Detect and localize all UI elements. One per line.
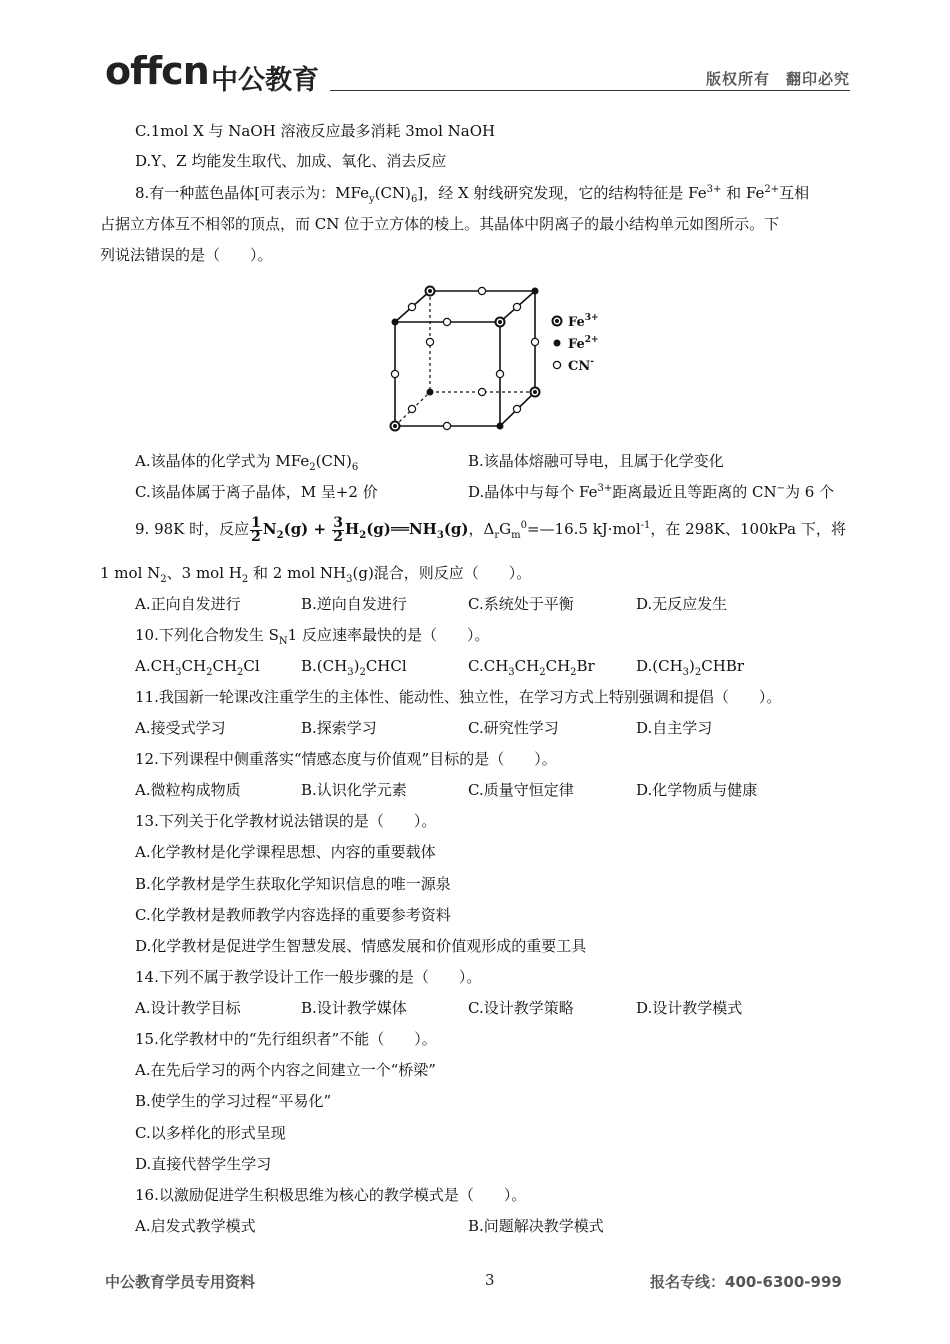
fe3-center [393,424,397,428]
q13-option-d: D.化学教材是促进学生智慧发展、情感发展和价值观形成的重要工具 [135,937,587,955]
q11-option-a: A.接受式学习 [135,719,226,737]
q11-option-d: D.自主学习 [636,719,713,737]
q15-option-d: D.直接代替学生学习 [135,1155,272,1173]
cn-ion [513,405,520,412]
header-rule [330,90,850,91]
cn-ion [391,370,398,377]
logo-cn: 中公教育 [211,65,319,96]
q8-option-d: D.晶体中与每个 $Fe^{3+}$距离最近且等距离的 CN−为 6 个 [468,483,835,501]
q12-option-c: C.质量守恒定律 [468,781,574,799]
fraction-one-half: $\frac{1}{2}$ [251,514,261,545]
q10-option-d: $D.(CH_3)_2CHBr$ [636,657,745,678]
crystal-structure-figure [385,280,615,435]
q10-stem: 10.下列化合物发生 $S_N1$ 反应速率最快的是（ ）。 [135,626,490,647]
q14-option-b: B.设计教学媒体 [301,999,407,1017]
fe2-ion [497,423,504,430]
svg-text:Fe3+: $Fe^{3+}$ [568,313,599,330]
q13-option-b: B.化学教材是学生获取化学知识信息的唯一源泉 [135,875,451,893]
q10-option-b: $B.(CH_3)_2CHCl$ [301,657,407,678]
q16-option-b: B.问题解决教学模式 [468,1217,604,1235]
fe3-center [533,390,537,394]
fe3-center [498,320,502,324]
cn-ion [443,318,450,325]
cn-ion [513,303,520,310]
cn-ion [408,405,415,412]
q10-option-a: $A.CH_3CH_2CH_2Cl$ [135,657,260,678]
q9-option-b: B.逆向自发进行 [301,595,407,613]
q8-option-b: B.该晶体熔融可导电，且属于化学变化 [468,452,724,470]
q9-stem-line1: 9. 98K 时，反应 $\frac{1}{2}$ $N_2(g)$ + $\frac{3}{2}$ $H_2(g)══NH_3(g)$，$\Delta_rG_m^0=—16.5$ kJ·mol$^{-1}$，在 298K、100kPa 下，将 [135,514,846,545]
q11-option-b: B.探索学习 [301,719,377,737]
page-number: 3 [485,1271,495,1289]
fe3-center [428,289,432,293]
q9-option-a: A.正向自发进行 [135,595,241,613]
q14-option-a: A.设计教学目标 [135,999,241,1017]
cn-ion [478,287,485,294]
svg-text:CN-: CN- [568,357,594,374]
footer-left-note: 中公教育学员专用资料 [105,1273,256,1291]
q9-option-c: C.系统处于平衡 [468,595,574,613]
fe2-ion [532,288,539,295]
q14-option-c: C.设计教学策略 [468,999,574,1017]
fe2-ion [392,319,399,326]
q8-stem-line3: 列说法错误的是（ ）。 [100,246,273,264]
q15-option-a: A.在先后学习的两个内容之间建立一个“桥梁” [135,1061,436,1079]
fraction-three-halves: $\frac{3}{2}$ [333,514,344,545]
q12-stem: 12.下列课程中侧重落实“情感态度与价值观”目标的是（ ）。 [135,750,557,768]
cn-ion [496,370,503,377]
q11-option-c: C.研究性学习 [468,719,559,737]
q14-option-d: D.设计教学模式 [636,999,743,1017]
q13-stem: 13.下列关于化学教材说法错误的是（ ）。 [135,812,437,830]
figure-legend [553,313,599,374]
q15-option-c: C.以多样化的形式呈现 [135,1124,286,1142]
q9-stem-line2: 1 mol $N_2$、3 mol $H_2$ 和 2 mol $NH_3(g)$混合，则反应（ ）。 [100,564,532,585]
cn-ion [426,338,433,345]
q16-stem: 16.以激励促进学生积极思维为核心的教学模式是（ ）。 [135,1186,527,1204]
q9-option-d: D.无反应发生 [636,595,728,613]
fe2-ion [427,389,434,396]
cn-ion [531,338,538,345]
copyright-notice: 版权所有 翻印必究 [705,70,850,88]
footer-hotline: 报名专线：400-6300-999 [650,1273,842,1291]
q11-stem: 11.我国新一轮课改注重学生的主体性、能动性、独立性，在学习方式上特别强调和提倡（ ）。 [135,688,782,706]
q15-option-b: B.使学生的学习过程“平易化” [135,1092,332,1110]
q13-option-a: A.化学教材是化学课程思想、内容的重要载体 [135,843,436,861]
q14-stem: 14.下列不属于教学设计工作一般步骤的是（ ）。 [135,968,482,986]
q8-stem-line1: 8.有一种蓝色晶体[可表示为：$MFe_y(CN)_6$]，经 X 射线研究发现，它的结构特征是 $Fe^{3+}$ 和 $Fe^{2+}$互相 [135,184,810,205]
q8-option-c: C.该晶体属于离子晶体，M 呈+2 价 [135,483,378,501]
q12-option-b: B.认识化学元素 [301,781,407,799]
q10-option-c: $C.CH_3CH_2CH_2Br$ [468,657,595,678]
q7-option-c: C.1mol X 与 NaOH 溶液反应最多消耗 3mol NaOH [135,122,496,140]
q8-option-a: A.该晶体的化学式为 $MFe_2(CN)_6$ [135,452,359,473]
q8-stem-line2: 占据立方体互不相邻的顶点，而 CN 位于立方体的棱上。其晶体中阴离子的最小结构单元如图所示。下 [100,215,780,233]
q16-option-a: A.启发式教学模式 [135,1217,256,1235]
cn-ion [443,422,450,429]
svg-text:Fe2+: $Fe^{2+}$ [568,335,599,352]
cn-ion [408,303,415,310]
logo-latin: offcn [105,49,209,93]
q15-stem: 15.化学教材中的“先行组织者”不能（ ）。 [135,1030,437,1048]
q7-option-d: D.Y、Z 均能发生取代、加成、氧化、消去反应 [135,152,447,170]
q12-option-a: A.微粒构成物质 [135,781,241,799]
cn-ion [478,388,485,395]
q12-option-d: D.化学物质与健康 [636,781,758,799]
q13-option-c: C.化学教材是教师教学内容选择的重要参考资料 [135,906,451,924]
